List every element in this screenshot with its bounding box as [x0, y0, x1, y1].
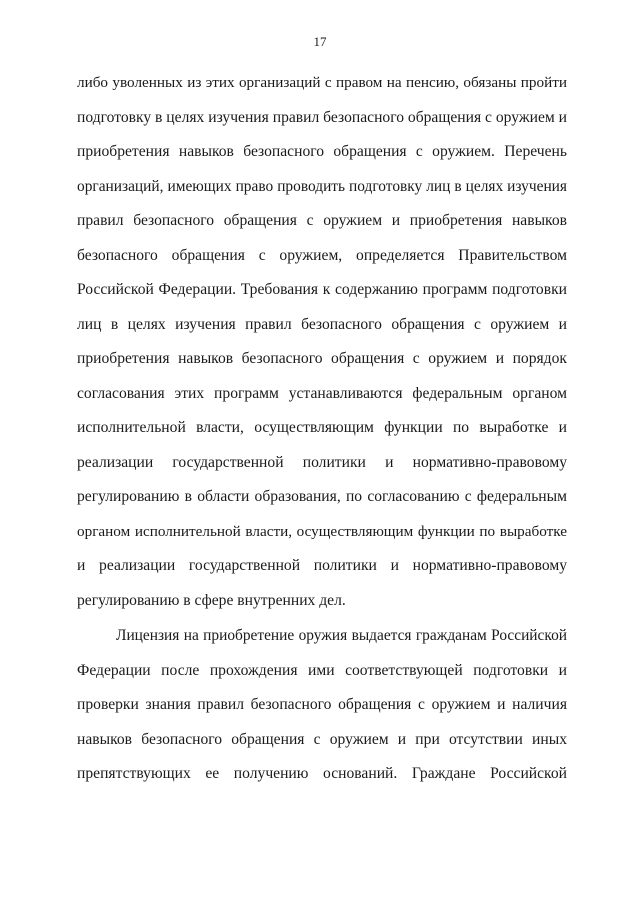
paragraph-1 [77, 66, 567, 618]
text-line: и реализации государственной политики и нормативно-правовому [77, 557, 567, 574]
text-line: регулированию в области образования, по согласованию с федеральным [77, 488, 567, 505]
text-line: Российской Федерации. Требования к содержанию программ подготовки [77, 281, 567, 298]
text-line: реализации государственной политики и нормативно-правовому [77, 453, 567, 471]
text-line: регулированию в сфере внутренних дел. [77, 591, 346, 609]
text-line: проверки знания правил безопасного обращения с оружием и наличия [77, 696, 567, 713]
page-number: 17 [313, 34, 327, 49]
text-line: препятствующих ее получению оснований. Граждане Российской [77, 765, 567, 782]
text-line-indented: Лицензия на приобретение оружия выдается гражданам Российской [116, 627, 567, 644]
text-line: органом исполнительной власти, осуществляющим функции по выработке [77, 522, 567, 540]
text-line: исполнительной власти, осуществляющим функции по выработке и [77, 419, 567, 436]
text-line: навыков безопасного обращения с оружием и при отсутствии иных [77, 730, 567, 748]
text-line: организаций, имеющих право проводить подготовку лиц в целях изучения [77, 177, 567, 195]
text-line: безопасного обращения с оружием, определяется Правительством [77, 246, 567, 264]
text-line: приобретения навыков безопасного обращения с оружием и порядок [77, 350, 567, 367]
text-line: лиц в целях изучения правил безопасного обращения с оружием и [77, 315, 567, 333]
text-line: согласования этих программ устанавливаются федеральным органом [77, 384, 567, 402]
text-line: либо уволенных из этих организаций с правом на пенсию, обязаны пройти [77, 74, 567, 91]
paragraph-2 [77, 619, 567, 792]
text-line: приобретения навыков безопасного обращения с оружием. Перечень [77, 143, 567, 160]
text-line: правил безопасного обращения с оружием и приобретения навыков [77, 212, 567, 229]
text-line: подготовку в целях изучения правил безопасного обращения с оружием и [77, 108, 567, 126]
text-line: Федерации после прохождения ими соответствующей подготовки и [77, 661, 567, 679]
